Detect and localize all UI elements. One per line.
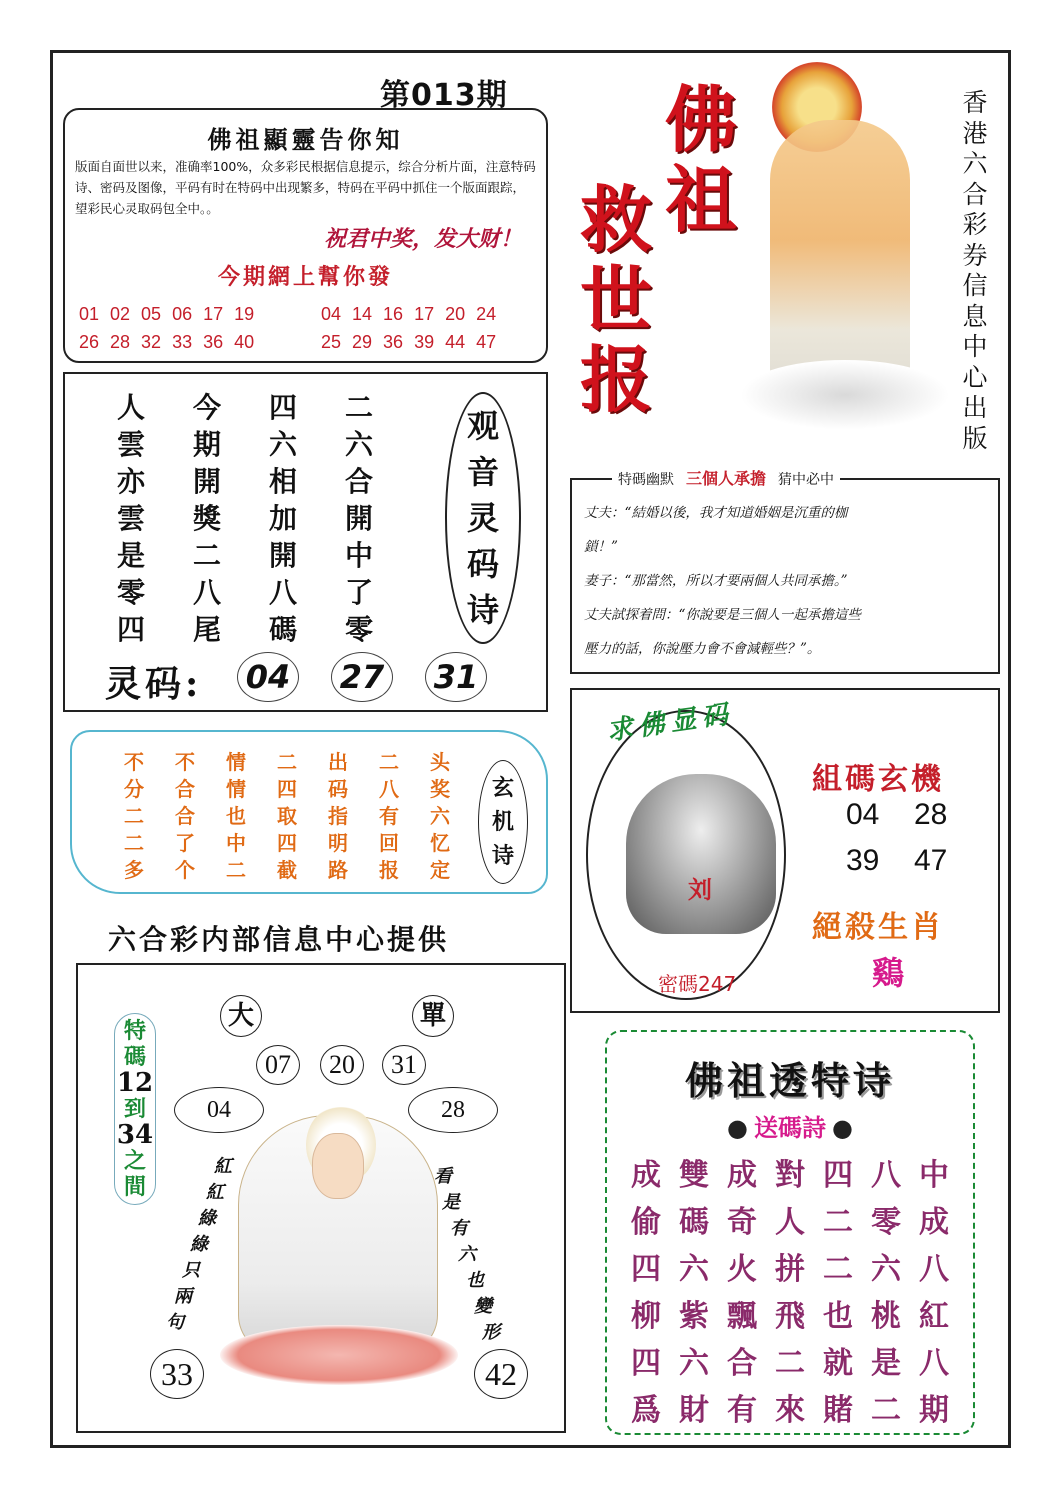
te-poem-char: 桃 [871, 1299, 901, 1334]
te-poem-char: 紅 [919, 1299, 949, 1334]
xuanji-oval-char: 机 [491, 809, 514, 835]
te-poem-char: 財 [679, 1393, 709, 1428]
te-poem-char: 人 [775, 1205, 805, 1240]
top-number: 07 [256, 1045, 300, 1085]
poem-char: 零 [345, 613, 374, 646]
te-poem-char: 六 [679, 1252, 709, 1287]
te-poem-char: 中 [919, 1158, 949, 1193]
poem-char: 八 [193, 576, 222, 609]
provider-line: 六合彩内部信息中心提供 [108, 923, 450, 956]
te-poem-char: 二 [871, 1393, 901, 1428]
te-poem-char: 對 [775, 1158, 805, 1193]
poem-char: 四 [269, 391, 298, 424]
xuanji-oval-char: 诗 [491, 843, 514, 869]
te-poem-char: 四 [823, 1158, 853, 1193]
te-poem-char: 六 [679, 1346, 709, 1381]
poem-char: 八 [269, 576, 298, 609]
poem-char: 亦 [117, 465, 146, 498]
guanyin-face-image [312, 1133, 364, 1199]
te-poem-char: 零 [871, 1205, 901, 1240]
zuma-number: 47 [914, 844, 948, 877]
notice-subtitle: 今期網上幫你發 [217, 264, 393, 290]
te-poem-grid [631, 1150, 967, 1432]
xuanji-char: 六 [430, 804, 450, 828]
te-poem-char: 雙 [679, 1158, 709, 1193]
notice-title: 佛祖顯靈告你知 [207, 125, 404, 154]
number-row: 04 14 16 17 20 24 [321, 304, 497, 324]
te-poem-char: 是 [871, 1346, 901, 1381]
top-number: 31 [382, 1045, 426, 1085]
te-poem-char: 二 [775, 1346, 805, 1381]
te-poem-char: 二 [823, 1205, 853, 1240]
te-poem-char: 來 [775, 1393, 805, 1428]
poem-char: 二 [193, 539, 222, 572]
joke-header-right: 猜中必中 [778, 472, 835, 488]
lotus-image [220, 1325, 458, 1385]
number-row: 01 02 05 06 17 19 [79, 304, 255, 324]
odd-circle: 單 [412, 995, 454, 1037]
te-poem-title: 佛祖透特诗 [684, 1058, 895, 1103]
joke-line: 丈夫：“結婚以後，我才知道婚姻是沉重的枷 [584, 505, 848, 521]
right-number: 28 [408, 1087, 498, 1133]
xuanji-scroll [70, 730, 548, 894]
xuanji-char: 八 [379, 777, 399, 801]
te-poem-char: 飛 [775, 1299, 805, 1334]
xuanji-grid [124, 746, 481, 881]
left-number: 04 [174, 1087, 264, 1133]
diagonal-char: 紅 [206, 1182, 224, 1203]
buddha-title: 求佛显码 [604, 699, 736, 747]
te-poem-char: 就 [823, 1346, 853, 1381]
guanyin-box [76, 963, 566, 1433]
joke-header [612, 466, 840, 489]
diagonal-char: 變 [474, 1296, 492, 1317]
xuanji-char: 二 [124, 804, 144, 828]
xuanji-char: 二 [124, 831, 144, 855]
poem-char: 碼 [269, 613, 298, 646]
diagonal-char: 是 [442, 1192, 460, 1213]
tema-char: 特 [123, 1018, 146, 1044]
xuanji-char: 合 [175, 777, 195, 801]
poem-char: 零 [117, 576, 146, 609]
te-poem-char: 柳 [631, 1299, 661, 1334]
poem-char: 今 [193, 391, 222, 424]
te-poem-char: 成 [631, 1158, 661, 1193]
poem-char: 開 [345, 502, 374, 535]
jue-title: 絕殺生肖 [812, 910, 944, 945]
poem-char: 開 [269, 539, 298, 572]
xuanji-char: 个 [175, 858, 195, 882]
te-poem-char: 有 [727, 1393, 757, 1428]
xuanji-char: 多 [124, 858, 144, 882]
te-poem-char: 成 [919, 1205, 949, 1240]
poem-box [63, 372, 548, 712]
number-row: 25 29 36 39 44 47 [321, 332, 497, 352]
poem-char: 開 [193, 465, 222, 498]
te-poem-char: 八 [919, 1252, 949, 1287]
te-poem-char: 拼 [775, 1252, 805, 1287]
diagonal-char: 六 [458, 1244, 476, 1265]
poem-char: 六 [269, 428, 298, 461]
diagonal-char: 綠 [190, 1234, 208, 1255]
te-poem-char: 賭 [823, 1393, 853, 1428]
tema-char: 碼 [123, 1044, 146, 1070]
tema-number: 34 [116, 1120, 154, 1150]
te-poem-char: 奇 [727, 1205, 757, 1240]
main-title-col2: 救世报 [580, 177, 653, 422]
bottom-right-number: 42 [474, 1349, 528, 1399]
te-poem-char: 飄 [727, 1299, 757, 1334]
xuanji-char: 有 [379, 804, 399, 828]
te-poem-char: 紫 [679, 1299, 709, 1334]
zuma-title: 組碼玄機 [812, 762, 944, 797]
laughing-buddha-image [626, 774, 776, 934]
te-poem-subtitle-text: 送碼詩 [754, 1113, 826, 1142]
xuanji-char: 奖 [430, 777, 450, 801]
te-poem-char: 四 [631, 1346, 661, 1381]
diagonal-char: 紅 [214, 1156, 232, 1177]
te-poem-box [605, 1030, 975, 1435]
joke-line: 丈夫試探着問：“你說要是三個人一起承擔這些 [584, 607, 861, 623]
poem-char: 獎 [193, 502, 222, 535]
poem-char: 雲 [117, 502, 146, 535]
poem-oval-char: 灵 [466, 499, 499, 537]
poem-oval-char: 音 [466, 453, 499, 491]
tema-char: 之 [123, 1148, 146, 1174]
te-poem-char: 爲 [631, 1393, 661, 1428]
issue-number: 第013期 [380, 78, 508, 113]
poem-char: 加 [269, 502, 298, 535]
poem-char: 了 [345, 576, 374, 609]
diagonal-char: 也 [466, 1270, 484, 1291]
poem-char: 尾 [193, 613, 222, 646]
notice-box [63, 108, 548, 363]
xuanji-char: 定 [430, 858, 450, 882]
te-poem-char: 八 [871, 1158, 901, 1193]
notice-wish: 祝君中奖，发大财！ [323, 226, 522, 252]
xuanji-char: 不 [175, 750, 195, 774]
joke-body [584, 496, 988, 666]
te-poem-char: 期 [919, 1393, 949, 1428]
joke-header-left: 特碼幽默 [618, 472, 674, 488]
buddha-char: 刘 [688, 875, 712, 904]
poem-oval-char: 诗 [466, 591, 499, 629]
bottom-left-number: 33 [150, 1349, 204, 1399]
xuanji-char: 忆 [430, 831, 450, 855]
poem-char: 雲 [117, 428, 146, 461]
zuma-number: 28 [914, 798, 948, 831]
notice-body: 版面自面世以来，准确率100%，众多彩民根据信息提示，综合分析片面，注意特码诗、密码及图像，平码有时在特码中出现繁多，特码在平码中抓住一个版面跟踪，望彩民心灵取码包全中。。 [75, 159, 536, 216]
xuanji-char: 二 [277, 750, 297, 774]
xuanji-char: 码 [328, 777, 348, 801]
poem-oval-char: 观 [466, 407, 499, 445]
xuanji-char: 四 [277, 831, 297, 855]
xuanji-char: 中 [226, 831, 246, 855]
joke-line: 鎖！” [584, 539, 618, 555]
poem-char: 中 [345, 539, 374, 572]
te-poem-char: 火 [727, 1252, 757, 1287]
lingma-number: 31 [425, 652, 487, 702]
xuanji-char: 情 [226, 750, 246, 774]
tema-oval [114, 1013, 156, 1205]
zuma-number: 04 [846, 798, 880, 831]
te-poem-subtitle: ● 送碼詩 ● [727, 1113, 853, 1142]
te-poem-char: 四 [631, 1252, 661, 1287]
lingma-number: 27 [331, 652, 393, 702]
xuanji-char: 指 [328, 804, 348, 828]
diagonal-char: 綠 [198, 1208, 216, 1229]
diagonal-char: 有 [450, 1218, 468, 1239]
xuanji-oval [478, 760, 528, 884]
number-row: 26 28 32 33 36 40 [79, 332, 255, 352]
xuanji-char: 回 [379, 831, 399, 855]
tema-number: 12 [116, 1068, 154, 1098]
buddha-oval [586, 710, 786, 1000]
xuanji-char: 报 [379, 858, 399, 882]
main-title-col1: 佛祖 [665, 77, 738, 242]
jue-value: 鷄 [872, 954, 905, 992]
poem-char: 相 [269, 465, 298, 498]
poem-oval-char: 码 [466, 545, 499, 583]
poem-char: 合 [345, 465, 374, 498]
joke-box [570, 469, 1000, 674]
joke-header-title: 三個人承擔 [686, 469, 767, 488]
xuanji-char: 二 [379, 750, 399, 774]
poem-char: 四 [117, 613, 146, 646]
xuanji-char: 也 [226, 804, 246, 828]
tema-char: 到 [123, 1096, 146, 1122]
diagonal-char: 形 [482, 1322, 500, 1343]
lingma-number: 04 [237, 652, 299, 702]
diagonal-char: 兩 [174, 1286, 192, 1307]
te-poem-char: 也 [823, 1299, 853, 1334]
xuanji-char: 不 [124, 750, 144, 774]
poem-char: 人 [117, 391, 146, 424]
xuanji-char: 截 [277, 858, 297, 882]
buddha-box [570, 688, 1000, 1013]
xuanji-char: 头 [430, 750, 450, 774]
poem-char: 六 [345, 428, 374, 461]
xuanji-char: 二 [226, 858, 246, 882]
te-poem-char: 八 [919, 1346, 949, 1381]
xuanji-char: 取 [277, 804, 297, 828]
poem-char: 期 [193, 428, 222, 461]
lingma-label: 灵码: [105, 663, 203, 705]
xuanji-char: 明 [328, 831, 348, 855]
big-circle: 大 [220, 995, 262, 1037]
xuanji-char: 情 [226, 777, 246, 801]
xuanji-char: 分 [124, 777, 144, 801]
te-poem-char: 六 [871, 1252, 901, 1287]
poem-grid [117, 386, 421, 645]
buddha-mima: 密碼247 [658, 972, 737, 996]
joke-line: 壓力的話，你說壓力會不會減輕些？”。 [584, 641, 821, 657]
publisher-text: 香港六合彩券信息中心出版 [962, 88, 988, 453]
xuanji-char: 了 [175, 831, 195, 855]
diagonal-char: 句 [166, 1312, 184, 1333]
xuanji-char: 四 [277, 777, 297, 801]
te-poem-char: 偷 [631, 1205, 661, 1240]
diagonal-char: 只 [182, 1260, 200, 1281]
te-poem-char: 合 [727, 1346, 757, 1381]
diagonal-char: 看 [434, 1166, 452, 1187]
xuanji-char: 合 [175, 804, 195, 828]
xuanji-oval-char: 玄 [491, 775, 514, 801]
poem-oval [445, 392, 521, 644]
te-poem-char: 碼 [679, 1205, 709, 1240]
te-poem-char: 二 [823, 1252, 853, 1287]
poem-char: 二 [345, 391, 374, 424]
joke-line: 妻子：“那當然，所以才要兩個人共同承擔。” [584, 573, 848, 589]
top-number: 20 [320, 1045, 364, 1085]
zuma-number: 39 [846, 844, 880, 877]
xuanji-char: 出 [328, 750, 348, 774]
te-poem-char: 成 [727, 1158, 757, 1193]
cloud-image [740, 360, 950, 430]
poem-char: 是 [117, 539, 146, 572]
xuanji-char: 路 [328, 858, 348, 882]
tema-char: 間 [123, 1174, 146, 1200]
